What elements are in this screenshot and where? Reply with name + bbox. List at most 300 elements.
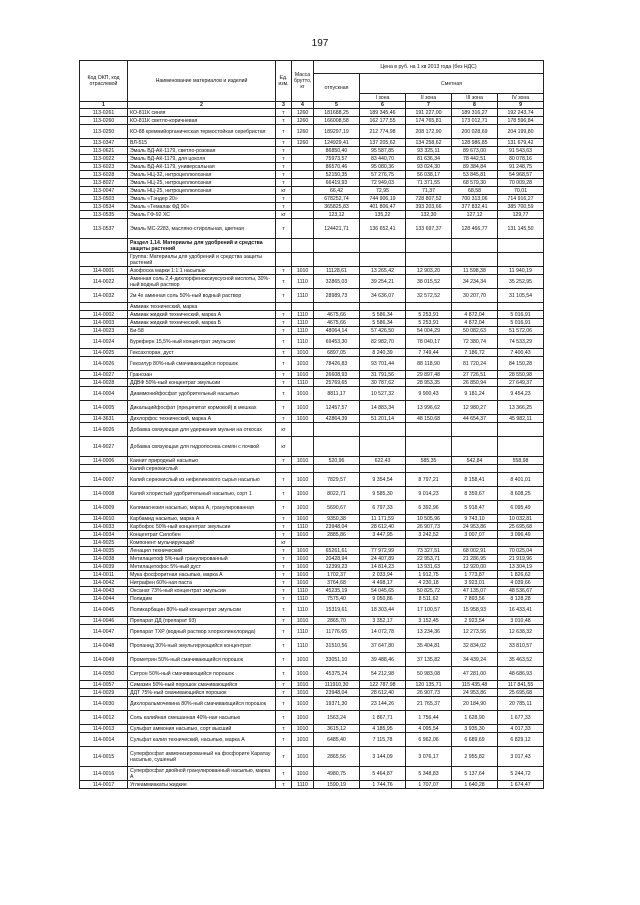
row-unit: т xyxy=(276,515,292,523)
row-price-3: 13 996,62 xyxy=(406,401,452,415)
row-price-4: 3 007,07 xyxy=(452,531,498,539)
row-price-1: 189297,19 xyxy=(314,125,360,139)
row-price-3 xyxy=(406,253,452,267)
table-row xyxy=(80,725,544,733)
row-unit: т xyxy=(276,531,292,539)
row-price-1: 45235,19 xyxy=(314,587,360,595)
row-name: Эмаль «Темалак ФД 90» xyxy=(128,203,276,211)
row-code xyxy=(80,239,128,253)
row-price-2: 39 254,21 xyxy=(360,275,406,289)
row-price-1: 1702,37 xyxy=(314,571,360,579)
row-code: 114-0027 xyxy=(80,371,128,379)
row-unit: т xyxy=(276,319,292,327)
row-price-5: 54 968,57 xyxy=(498,171,544,179)
row-name: Гранозан xyxy=(128,371,276,379)
row-price-3: 28 953,35 xyxy=(406,379,452,387)
row-name: Симазин 50%-ный порошок смачивающийся xyxy=(128,681,276,689)
row-unit: т xyxy=(276,457,292,465)
row-price-3: 1 912,75 xyxy=(406,571,452,579)
row-unit: т xyxy=(276,781,292,789)
row-price-4: 50 082,63 xyxy=(452,327,498,335)
row-code xyxy=(80,303,128,311)
table-row xyxy=(80,689,544,697)
row-mass: 1010 xyxy=(292,267,314,275)
row-name: Компонент мульчирующий xyxy=(128,539,276,547)
row-price-4: 173 012,71 xyxy=(452,117,498,125)
row-price-1 xyxy=(314,437,360,457)
row-price-4: 127,12 xyxy=(452,211,498,219)
row-name: Гексахлоран, дуст xyxy=(128,349,276,357)
row-price-3: 54 004,29 xyxy=(406,327,452,335)
table-row xyxy=(80,267,544,275)
header-zone-1: I зона xyxy=(360,94,406,102)
row-price-2: 28 612,40 xyxy=(360,689,406,697)
row-unit: т xyxy=(276,555,292,563)
row-price-1: 4980,75 xyxy=(314,767,360,781)
row-price-4: 68 579,30 xyxy=(452,179,498,187)
row-unit: т xyxy=(276,289,292,303)
row-price-5: 192 243,74 xyxy=(498,109,544,117)
row-code: 114-0047 xyxy=(80,625,128,639)
row-name: Ситрон 50%-ный смачивающийся порошок xyxy=(128,667,276,681)
row-code: 114-0035 xyxy=(80,547,128,555)
row-price-2: 744 906,19 xyxy=(360,195,406,203)
row-price-1: 2865,56 xyxy=(314,747,360,767)
row-price-1: 7829,57 xyxy=(314,473,360,487)
row-mass: 1010 xyxy=(292,571,314,579)
row-price-2: 212 774,98 xyxy=(360,125,406,139)
row-code: 114-0050 xyxy=(80,667,128,681)
row-price-1: 66,42 xyxy=(314,187,360,195)
row-mass: 1110 xyxy=(292,781,314,789)
row-code: 114-0007 xyxy=(80,473,128,487)
table-row xyxy=(80,563,544,571)
row-price-4: 26 850,94 xyxy=(452,379,498,387)
row-price-4: 2 923,54 xyxy=(452,617,498,625)
row-mass: 1260 xyxy=(292,139,314,147)
row-price-2 xyxy=(360,539,406,547)
row-price-1: 86850,40 xyxy=(314,147,360,155)
row-code: 114-0042 xyxy=(80,579,128,587)
row-unit: т xyxy=(276,401,292,415)
row-price-5: 70 009,28 xyxy=(498,179,544,187)
row-price-3: 71,37 xyxy=(406,187,452,195)
row-code: 113-0022 xyxy=(80,155,128,163)
row-price-3: 174 765,81 xyxy=(406,117,452,125)
table-row xyxy=(80,371,544,379)
row-price-3: 26 907,73 xyxy=(406,689,452,697)
row-price-1: 4675,66 xyxy=(314,319,360,327)
table-row xyxy=(80,211,544,219)
row-name: Сульфат аммония насыпью, сорт высший xyxy=(128,725,276,733)
row-unit xyxy=(276,303,292,311)
row-price-1: 65261,61 xyxy=(314,547,360,555)
row-price-5: 91 543,63 xyxy=(498,147,544,155)
row-price-3: 1 707,07 xyxy=(406,781,452,789)
row-code: 114-0016 xyxy=(80,767,128,781)
row-price-4: 115 435,48 xyxy=(452,681,498,689)
row-code: 114-0024 xyxy=(80,335,128,349)
row-price-5: 204 199,80 xyxy=(498,125,544,139)
row-name: Ленацил технический xyxy=(128,547,276,555)
row-name: Калимагнезия насыпью, марка А, гранулированная xyxy=(128,501,276,515)
row-code: 114-0039 xyxy=(80,563,128,571)
row-price-1: 66419,93 xyxy=(314,179,360,187)
row-unit: т xyxy=(276,335,292,349)
row-price-3: 13 931,63 xyxy=(406,563,452,571)
row-name: Раздел 1.14. Материалы для удобрений и средства защиты растений xyxy=(128,239,276,253)
header-zone-2: II зона xyxy=(406,94,452,102)
row-price-2: 13 265,42 xyxy=(360,267,406,275)
table-row xyxy=(80,437,544,457)
row-price-2: 24 407,89 xyxy=(360,555,406,563)
row-price-2: 2 033,94 xyxy=(360,571,406,579)
row-code: 114-0038 xyxy=(80,555,128,563)
row-price-4: 189 316,27 xyxy=(452,109,498,117)
row-mass: 1010 xyxy=(292,767,314,781)
row-price-1: 520,96 xyxy=(314,457,360,465)
row-mass: 1010 xyxy=(292,747,314,767)
row-price-3: 12 903,20 xyxy=(406,267,452,275)
row-price-2: 1 744,76 xyxy=(360,781,406,789)
row-unit: т xyxy=(276,267,292,275)
row-price-1: 3764,68 xyxy=(314,579,360,587)
row-price-5: 385 700,59 xyxy=(498,203,544,211)
row-code: 114-0049 xyxy=(80,653,128,667)
row-price-5: 7 400,43 xyxy=(498,349,544,357)
row-unit: т xyxy=(276,625,292,639)
row-price-5 xyxy=(498,239,544,253)
row-price-1: 4675,66 xyxy=(314,311,360,319)
row-price-4: 9 743,10 xyxy=(452,515,498,523)
table-row xyxy=(80,289,544,303)
row-name: Эмаль НЦ-25, нитроцеллюлозная xyxy=(128,179,276,187)
table-row xyxy=(80,219,544,239)
row-mass xyxy=(292,539,314,547)
row-unit: кг xyxy=(276,539,292,547)
row-code: 114-0012 xyxy=(80,711,128,725)
row-price-5: 31 105,54 xyxy=(498,289,544,303)
table-row xyxy=(80,349,544,357)
row-price-2: 3 447,95 xyxy=(360,531,406,539)
row-price-1: 69453,30 xyxy=(314,335,360,349)
row-code: 113-0261 xyxy=(80,109,128,117)
row-unit: кг xyxy=(276,211,292,219)
row-price-5: 16 433,41 xyxy=(498,603,544,617)
row-code: 114-0026 xyxy=(80,357,128,371)
column-number: 9 xyxy=(498,102,544,109)
table-row xyxy=(80,747,544,767)
table-row xyxy=(80,639,544,653)
row-price-4: 5 918,47 xyxy=(452,501,498,515)
row-price-1: 23948,04 xyxy=(314,523,360,531)
row-code xyxy=(80,465,128,473)
row-price-4: 3 935,30 xyxy=(452,725,498,733)
row-price-2: 95 587,85 xyxy=(360,147,406,155)
row-price-4: 30 207,70 xyxy=(452,289,498,303)
row-code: 114-0029 xyxy=(80,689,128,697)
row-price-2: 5 586,34 xyxy=(360,311,406,319)
row-price-5: 35 463,52 xyxy=(498,653,544,667)
row-price-3: 8 797,21 xyxy=(406,473,452,487)
row-code: 113-0260 xyxy=(80,117,128,125)
row-code: 114-0046 xyxy=(80,617,128,625)
row-name: Эмаль ГФ-92 ХС xyxy=(128,211,276,219)
row-price-3 xyxy=(406,465,452,473)
row-price-5: 13 366,25 xyxy=(498,401,544,415)
row-price-2: 162 177,55 xyxy=(360,117,406,125)
row-price-4: 2 955,82 xyxy=(452,747,498,767)
row-price-3: 26 907,73 xyxy=(406,523,452,531)
row-price-3 xyxy=(406,437,452,457)
row-price-2: 4 498,17 xyxy=(360,579,406,587)
row-price-3: 17 100,57 xyxy=(406,603,452,617)
row-price-4: 32 834,02 xyxy=(452,639,498,653)
row-price-2: 401 806,47 xyxy=(360,203,406,211)
row-price-2: 14 883,34 xyxy=(360,401,406,415)
row-price-3: 9 900,43 xyxy=(406,387,452,401)
row-name: Каинит природный насыпью xyxy=(128,457,276,465)
table-row xyxy=(80,587,544,595)
column-number: 8 xyxy=(452,102,498,109)
table-row xyxy=(80,781,544,789)
row-mass: 1110 xyxy=(292,523,314,531)
table-row xyxy=(80,473,544,487)
row-unit: кг xyxy=(276,187,292,195)
row-price-3: 4 095,54 xyxy=(406,725,452,733)
row-price-1: 19371,30 xyxy=(314,697,360,711)
row-price-4: 1 773,87 xyxy=(452,571,498,579)
row-price-2: 11 171,59 xyxy=(360,515,406,523)
table-row xyxy=(80,239,544,253)
table-row xyxy=(80,423,544,437)
row-mass xyxy=(292,187,314,195)
row-price-3 xyxy=(406,303,452,311)
row-price-1: 23948,04 xyxy=(314,689,360,697)
row-price-2 xyxy=(360,465,406,473)
row-unit: т xyxy=(276,155,292,163)
row-price-3: 38 015,52 xyxy=(406,275,452,289)
row-unit: т xyxy=(276,473,292,487)
row-name: Дикальцийфосфат (преципитат кормовой) в мешках xyxy=(128,401,276,415)
row-price-1: 52150,35 xyxy=(314,171,360,179)
row-price-1: 123,12 xyxy=(314,211,360,219)
table-row xyxy=(80,195,544,203)
row-name: Оксанат 73%-ный концентрат эмульсии xyxy=(128,587,276,595)
row-price-1: 6897,05 xyxy=(314,349,360,357)
row-price-1: 45375,24 xyxy=(314,667,360,681)
row-unit: т xyxy=(276,547,292,555)
row-price-5: 1 674,47 xyxy=(498,781,544,789)
row-price-4 xyxy=(452,303,498,311)
column-number: 4 xyxy=(292,102,314,109)
row-price-1: 20428,94 xyxy=(314,555,360,563)
row-code: 114-0030 xyxy=(80,697,128,711)
row-mass: 1110 xyxy=(292,379,314,387)
row-price-5: 5 016,91 xyxy=(498,319,544,327)
row-price-5: 28 550,98 xyxy=(498,371,544,379)
row-price-4: 15 958,93 xyxy=(452,603,498,617)
row-price-5: 51 572,06 xyxy=(498,327,544,335)
table-row xyxy=(80,501,544,515)
row-mass xyxy=(292,147,314,155)
row-price-5: 3 017,43 xyxy=(498,747,544,767)
row-mass: 1110 xyxy=(292,639,314,653)
row-name: Мука фосфоритная насыпью, марка А xyxy=(128,571,276,579)
row-unit: т xyxy=(276,579,292,587)
row-code: 113-0250 xyxy=(80,125,128,139)
row-name: Прометрин 50%-ный смачивающийся порошок xyxy=(128,653,276,667)
row-price-2: 30 787,62 xyxy=(360,379,406,387)
row-price-5: 74 533,29 xyxy=(498,335,544,349)
row-price-2: 122 787,98 xyxy=(360,681,406,689)
row-price-4: 44 654,37 xyxy=(452,415,498,423)
row-price-5: 8 608,25 xyxy=(498,487,544,501)
row-code: 113-6028 xyxy=(80,171,128,179)
row-price-4: 700 313,06 xyxy=(452,195,498,203)
row-price-3: 120 135,71 xyxy=(406,681,452,689)
table-row xyxy=(80,125,544,139)
row-price-1: 48064,14 xyxy=(314,327,360,335)
row-price-4: 7 893,56 xyxy=(452,595,498,603)
row-price-2: 9 354,54 xyxy=(360,473,406,487)
row-price-4: 34 234,34 xyxy=(452,275,498,289)
row-mass: 1010 xyxy=(292,415,314,423)
row-price-2: 3 352,17 xyxy=(360,617,406,625)
row-price-3: 6 962,06 xyxy=(406,733,452,747)
table-row xyxy=(80,311,544,319)
table-row xyxy=(80,595,544,603)
row-unit: т xyxy=(276,725,292,733)
row-price-2: 136 652,41 xyxy=(360,219,406,239)
row-code: 114-9025 xyxy=(80,539,128,547)
row-name: Калий сернокислый xyxy=(128,465,276,473)
row-name: Дихлоральмочевина 80%-ный смачивающийся порошок xyxy=(128,697,276,711)
row-price-2: 31 791,56 xyxy=(360,371,406,379)
row-code: 113-8027 xyxy=(80,179,128,187)
row-unit: т xyxy=(276,163,292,171)
row-unit: т xyxy=(276,487,292,501)
row-mass: 1260 xyxy=(292,117,314,125)
row-name: Добавка связующая для гидропосева семян с почвой xyxy=(128,437,276,457)
row-price-1: 124929,41 xyxy=(314,139,360,147)
row-price-5: 10 032,81 xyxy=(498,515,544,523)
row-price-3: 93 024,30 xyxy=(406,163,452,171)
row-mass: 1260 xyxy=(292,109,314,117)
row-price-5 xyxy=(498,303,544,311)
row-price-1: 32865,03 xyxy=(314,275,360,289)
row-price-4: 27 726,51 xyxy=(452,371,498,379)
row-price-4 xyxy=(452,239,498,253)
row-price-1 xyxy=(314,303,360,311)
row-price-5 xyxy=(498,423,544,437)
row-mass: 1010 xyxy=(292,711,314,725)
table-row xyxy=(80,571,544,579)
row-mass xyxy=(292,219,314,239)
row-price-1: 3615,12 xyxy=(314,725,360,733)
table-row xyxy=(80,523,544,531)
row-mass xyxy=(292,303,314,311)
row-mass xyxy=(292,423,314,437)
row-name: Эмаль НЦ-32, нитроцеллюлозная xyxy=(128,171,276,179)
row-price-5: 33 810,57 xyxy=(498,639,544,653)
column-number: 7 xyxy=(406,102,452,109)
row-price-5: 1 677,33 xyxy=(498,711,544,725)
row-price-2: 5 586,34 xyxy=(360,319,406,327)
row-code: 113-0347 xyxy=(80,139,128,147)
row-unit: т xyxy=(276,595,292,603)
row-price-2: 57 276,75 xyxy=(360,171,406,179)
table-row xyxy=(80,539,544,547)
row-price-2: 10 527,32 xyxy=(360,387,406,401)
row-price-2 xyxy=(360,437,406,457)
table-row xyxy=(80,335,544,349)
row-price-1: 124421,71 xyxy=(314,219,360,239)
row-code: 114-0013 xyxy=(80,725,128,733)
row-name: Буреферн 15,5%-ный концентрат эмульсии xyxy=(128,335,276,349)
row-price-5: 25 695,68 xyxy=(498,523,544,531)
row-price-4: 78 442,51 xyxy=(452,155,498,163)
row-price-4: 377 832,41 xyxy=(452,203,498,211)
row-mass: 1110 xyxy=(292,603,314,617)
table-row xyxy=(80,767,544,781)
table-row xyxy=(80,457,544,465)
table-row xyxy=(80,617,544,625)
row-mass: 1010 xyxy=(292,653,314,667)
row-price-2 xyxy=(360,303,406,311)
table-row xyxy=(80,379,544,387)
row-price-5: 3 010,48 xyxy=(498,617,544,625)
row-price-5: 5 016,91 xyxy=(498,311,544,319)
row-price-4: 68 002,91 xyxy=(452,547,498,555)
row-price-3: 35 404,81 xyxy=(406,639,452,653)
row-unit: т xyxy=(276,733,292,747)
row-price-1 xyxy=(314,423,360,437)
row-unit: т xyxy=(276,125,292,139)
row-code: 114-9027 xyxy=(80,437,128,457)
table-row xyxy=(80,171,544,179)
table-row xyxy=(80,155,544,163)
row-name: Метилацетоф 5%-ный гранулированный xyxy=(128,555,276,563)
row-price-3: 4 230,18 xyxy=(406,579,452,587)
header-estimate-price: Сметная xyxy=(360,74,544,94)
row-name: Карбофос 50%-ный концентрат эмульсии xyxy=(128,523,276,531)
row-mass xyxy=(292,163,314,171)
row-price-1: 9350,38 xyxy=(314,515,360,523)
row-price-2: 14 072,78 xyxy=(360,625,406,639)
row-price-3: 5 253,91 xyxy=(406,319,452,327)
row-code: 114-0015 xyxy=(80,747,128,767)
row-price-5: 6 829,12 xyxy=(498,733,544,747)
row-price-4: 7 186,72 xyxy=(452,349,498,357)
row-price-3: 728 807,52 xyxy=(406,195,452,203)
row-price-2: 9 585,30 xyxy=(360,487,406,501)
table-row xyxy=(80,415,544,423)
row-code: 114-0034 xyxy=(80,531,128,539)
row-price-3: 5 253,91 xyxy=(406,311,452,319)
row-price-4: 47 135,07 xyxy=(452,587,498,595)
row-mass: 1110 xyxy=(292,319,314,327)
header-price-caption: Цена в руб. на 1 кв 2013 года (без НДС) xyxy=(314,61,544,74)
row-mass: 1110 xyxy=(292,595,314,603)
row-unit: т xyxy=(276,387,292,401)
row-price-3: 21 765,37 xyxy=(406,697,452,711)
row-price-1: 365825,83 xyxy=(314,203,360,211)
row-price-5: 178 596,84 xyxy=(498,117,544,125)
row-price-3: 50 825,72 xyxy=(406,587,452,595)
row-price-3: 585,35 xyxy=(406,457,452,465)
row-code: 114-0044 xyxy=(80,595,128,603)
